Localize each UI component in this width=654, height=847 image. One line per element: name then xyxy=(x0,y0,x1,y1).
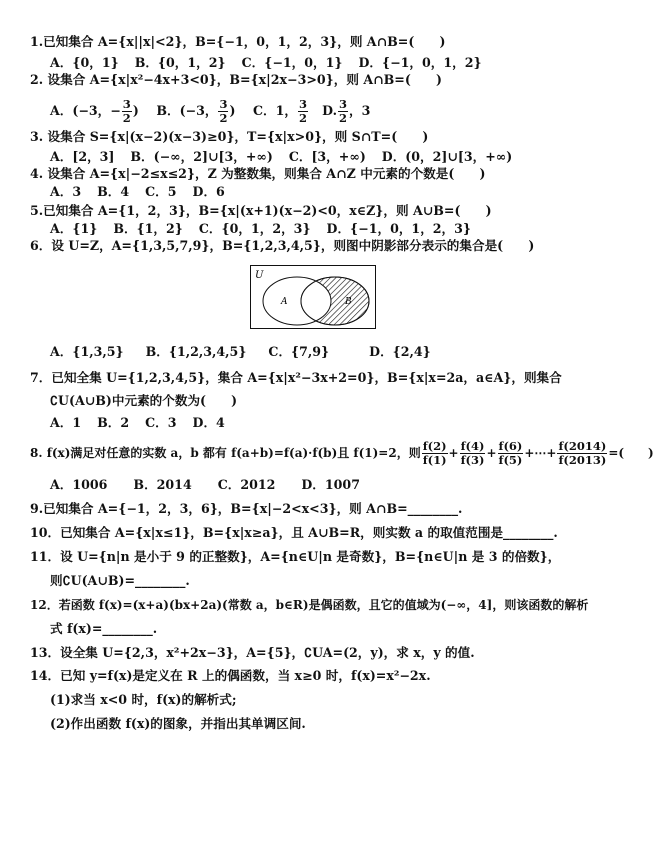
q8-option-b: B．2014 xyxy=(133,477,192,492)
venn-label-b: B xyxy=(345,297,352,307)
q4-stem: 4. 设集合 A={x|−2≤x≤2}，Z 为整数集，则集合 A∩Z 中元素的个数是( ) xyxy=(30,166,486,181)
q2-option-d: D. $\frac{3}{2}$ ，3 xyxy=(322,97,371,125)
q5-option-d: D．{−1，0，1，2，3} xyxy=(326,221,471,236)
q1-option-a: A．{0，1} xyxy=(50,55,119,70)
q1-option-b: B．{0，1，2} xyxy=(134,55,226,70)
q2-option-a: A．(−3，− $\frac{3}{2}$ ) xyxy=(50,97,139,125)
q1-stem: 1.已知集合 A={x||x|<2}，B={−1，0，1，2，3}，则 A∩B=( ) xyxy=(30,34,446,49)
q2-option-b: B．(−3， $\frac{3}{2}$ ) xyxy=(156,97,236,125)
venn-svg xyxy=(251,266,375,328)
q1-option-d: D．{−1，0，1，2} xyxy=(358,55,482,70)
q12-line2: 式 f(x)=________. xyxy=(50,621,158,636)
q4-option-b: B．4 xyxy=(97,184,130,199)
q1-option-c: C．{−1，0，1} xyxy=(241,55,343,70)
q8-option-c: C．2012 xyxy=(217,477,276,492)
q6-option-b: B．{1,2,3,4,5} xyxy=(145,344,247,359)
q3-option-a: A．[2，3] xyxy=(50,149,115,164)
q5-options xyxy=(50,221,471,237)
venn-label-u: U xyxy=(255,270,264,281)
q6-option-c: C．{7,9} xyxy=(268,344,330,359)
q3-option-c: C．[3，+∞) xyxy=(288,149,366,164)
q5-stem: 5.已知集合 A={1，2，3}，B={x|(x+1)(x−2)<0，x∈Z}，则 A∪B=( ) xyxy=(30,203,492,218)
q11-line1: 11．设 U={n|n 是小于 9 的正整数}，A={n∈U|n 是奇数}，B={n∈U|n 是 3 的倍数}， xyxy=(30,549,561,564)
q7-option-b: B．2 xyxy=(97,415,130,430)
q4-option-c: C．5 xyxy=(145,184,177,199)
q3-option-b: B．(−∞，2]∪[3，+∞) xyxy=(130,149,273,164)
q5-option-a: A．{1} xyxy=(50,221,98,236)
q10-text: 10．已知集合 A={x|x≤1}，B={x|x≥a}，且 A∪B=R，则实数 a 的取值范围是________. xyxy=(30,525,558,540)
q3-stem: 3. 设集合 S={x|(x−2)(x−3)≥0}，T={x|x>0}，则 S∩T=( ) xyxy=(30,129,429,144)
q7-stem: 7．已知全集 U={1,2,3,4,5}，集合 A={x|x²−3x+2=0}，B={x|x=2a，a∈A}，则集合 xyxy=(30,370,562,385)
q2-stem: 2. 设集合 A={x|x²−4x+3<0}，B={x|2x−3>0}，则 A∩B=( ) xyxy=(30,72,442,87)
q14-line3: (2)作出函数 f(x)的图象，并指出其单调区间. xyxy=(50,716,306,731)
q8-option-a: A．1006 xyxy=(50,477,108,492)
q3-option-d: D．(0，2]∪[3，+∞) xyxy=(381,149,513,164)
venn-label-a: A xyxy=(281,297,288,307)
q14-line2: (1)求当 x<0 时，f(x)的解析式; xyxy=(50,692,237,707)
q5-option-c: C．{0，1，2，3} xyxy=(198,221,311,236)
q4-options xyxy=(50,184,225,200)
q2-options xyxy=(50,96,370,126)
venn-diagram xyxy=(250,265,376,329)
q8-options xyxy=(50,477,360,493)
q8-option-d: D．1007 xyxy=(301,477,360,492)
q8-stem: 8. f(x)满足对任意的实数 a，b 都有 f(a+b)=f(a)·f(b)且 f(1)=2，则 $\frac{f(2)}{f(1)}$ + $\frac{f(4)}{f(3)}$ + $\frac{f(6)}{f(5)}$ +⋯+ $\frac{f(2014)}{f(2013)}$ =( ) xyxy=(30,439,654,467)
q2-option-c: C．1， $\frac{3}{2}$ xyxy=(252,97,307,125)
q7-stem-line2: ∁U(A∪B)中元素的个数为( ) xyxy=(50,393,238,408)
q5-option-b: B．{1，2} xyxy=(113,221,183,236)
q14-line1: 14．已知 y=f(x)是定义在 R 上的偶函数，当 x≥0 时，f(x)=x²−2x. xyxy=(30,668,431,683)
q4-option-d: D．6 xyxy=(192,184,225,199)
q13-text: 13．设全集 U={2,3，x²+2x−3}，A={5}，∁UA=(2，y)，求 x，y 的值. xyxy=(30,645,475,660)
q4-option-a: A．3 xyxy=(50,184,82,199)
q6-option-a: A．{1,3,5} xyxy=(50,344,124,359)
q7-options xyxy=(50,415,225,431)
q1-options xyxy=(50,55,482,71)
q7-option-d: D．4 xyxy=(192,415,225,430)
q3-options xyxy=(50,149,512,165)
q11-line2: 则∁U(A∪B)=________. xyxy=(50,573,190,588)
q7-option-a: A．1 xyxy=(50,415,82,430)
q9-text: 9.已知集合 A={−1，2，3，6}，B={x|−2<x<3}，则 A∩B=________. xyxy=(30,501,463,516)
q6-stem: 6．设 U=Z，A={1,3,5,7,9}，B={1,2,3,4,5}，则图中阴影部分表示的集合是( ) xyxy=(30,238,535,253)
q6-options xyxy=(50,344,431,360)
q7-option-c: C．3 xyxy=(145,415,177,430)
q6-option-d: D．{2,4} xyxy=(369,344,431,359)
q12-line1: 12．若函数 f(x)=(x+a)(bx+2a)(常数 a，b∈R)是偶函数，且它的值域为(−∞，4]，则该函数的解析 xyxy=(30,598,589,612)
